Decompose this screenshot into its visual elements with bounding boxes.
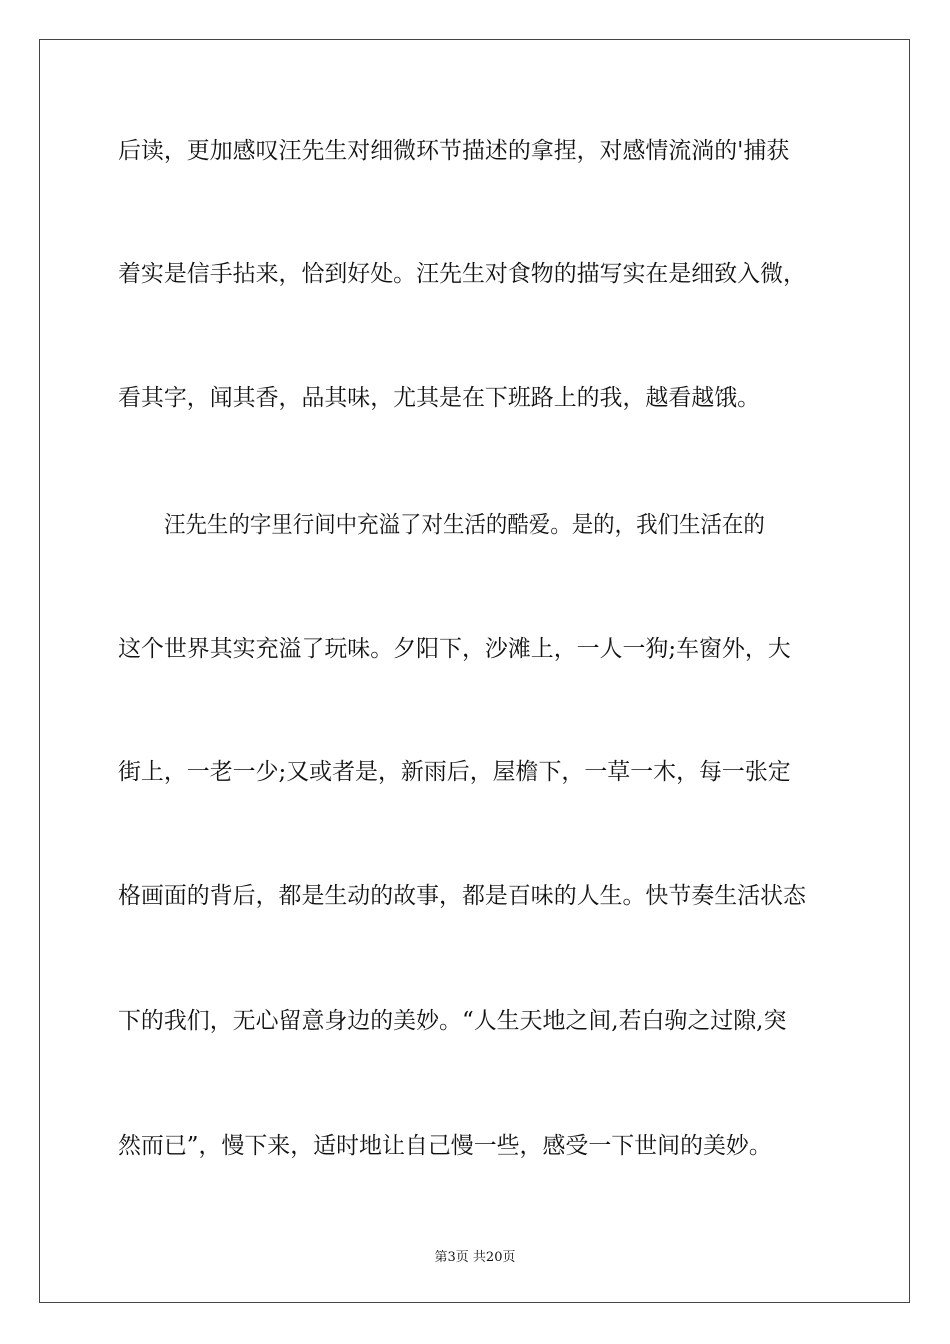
text-line: 这个世界其实充溢了玩味。夕阳下，沙滩上，一人一狗;车窗外，大 (118, 636, 791, 662)
text-line: 着实是信手拈来，恰到好处。汪先生对食物的描写实在是细致入微， (118, 261, 806, 287)
text-line: 然而已”，慢下来，适时地让自己慢一些，感受一下世间的美妙。 (118, 1133, 772, 1159)
text-line: 后读，更加感叹汪先生对细微环节描述的拿捏，对感情流淌的'捕获 (118, 138, 790, 164)
page-border (39, 39, 910, 1303)
text-line: 格画面的背后，都是生动的故事，都是百味的人生。快节奏生活状态 (118, 883, 806, 909)
text-line-indented: 汪先生的字里行间中充溢了对生活的酷爱。是的，我们生活在的 (164, 512, 765, 538)
text-line: 看其字，闻其香，品其味，尤其是在下班路上的我，越看越饿。 (118, 385, 761, 411)
text-line: 下的我们，无心留意身边的美妙。“人生天地之间,若白驹之过隙,突 (118, 1008, 787, 1034)
page-footer: 第3页 共20页 (434, 1250, 516, 1265)
text-line: 街上，一老一少;又或者是，新雨后，屋檐下，一草一木，每一张定 (118, 759, 791, 785)
